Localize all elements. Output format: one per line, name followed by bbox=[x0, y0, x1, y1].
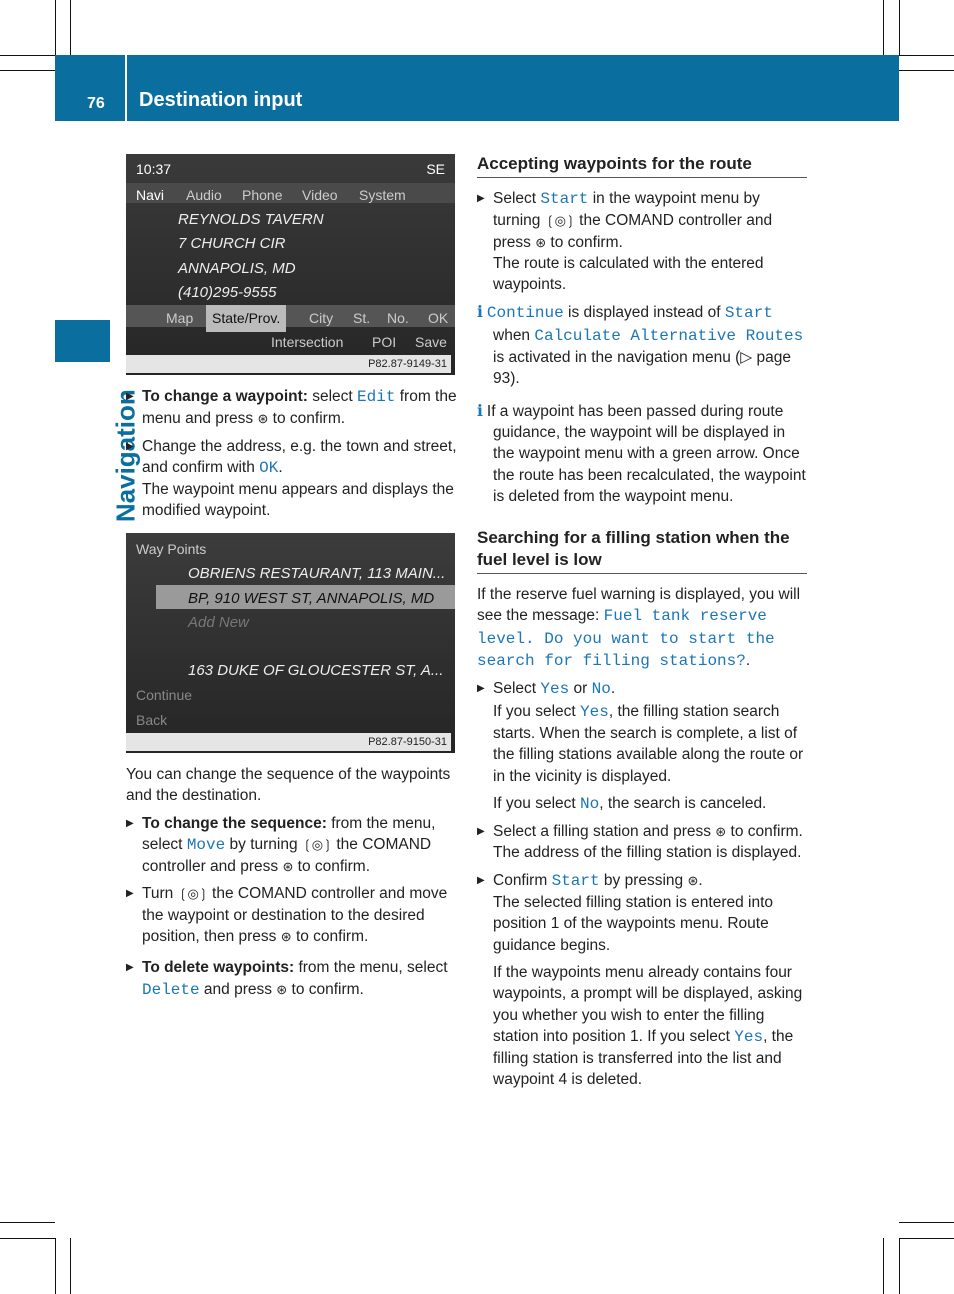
waypoint-add-new: Add New bbox=[188, 614, 249, 631]
instruction-delete-waypoints bbox=[126, 957, 458, 1001]
menu-item-continue: Continue bbox=[486, 304, 564, 323]
btn-poi: POI bbox=[372, 334, 397, 350]
section-label: Navigation bbox=[110, 389, 141, 523]
info-icon: i bbox=[477, 400, 483, 420]
result-text-yes bbox=[477, 701, 807, 787]
menu-item-delete: Delete bbox=[142, 980, 200, 999]
press-controller-icon: ⊛ bbox=[276, 981, 288, 997]
press-controller-icon: ⊛ bbox=[687, 872, 699, 888]
menu-item-yes: Yes bbox=[580, 702, 609, 721]
crop-mark bbox=[899, 70, 954, 71]
menu-item-yes: Yes bbox=[734, 1027, 764, 1046]
crop-mark bbox=[70, 0, 71, 55]
btn-number: No. bbox=[387, 310, 409, 326]
right-column bbox=[477, 153, 807, 1097]
waypoints-continue: Continue bbox=[136, 687, 193, 703]
address-bar bbox=[126, 305, 455, 327]
text: If a waypoint has been passed during route guidance, the waypoint will be displayed in the waypoint menu with a green arrow. Once the route has been recalculated, the waypoint is deleted from the waypoint menu. bbox=[486, 402, 806, 505]
fuel-warning-intro bbox=[477, 584, 807, 672]
destination-city: ANNAPOLIS, MD bbox=[178, 260, 296, 277]
page-number: 76 bbox=[87, 95, 105, 112]
menu-item-calc-alt-routes: Calculate Alternative Routes bbox=[534, 326, 804, 345]
crop-mark bbox=[55, 0, 56, 55]
text: Select a filling station and press bbox=[493, 823, 716, 841]
crop-mark bbox=[899, 1238, 954, 1239]
page-header bbox=[55, 55, 899, 121]
text: If the reserve fuel warning is displayed, you will see the message: bbox=[477, 586, 801, 625]
waypoint-1: OBRIENS RESTAURANT, 113 MAIN... bbox=[188, 565, 446, 582]
result-text: The route is calculated with the entered waypoints. bbox=[493, 254, 764, 294]
menu-system: System bbox=[359, 187, 406, 203]
press-controller-icon: ⊛ bbox=[282, 859, 294, 875]
text: Turn bbox=[142, 885, 178, 903]
text: to confirm. bbox=[546, 233, 623, 251]
section-tab bbox=[55, 320, 110, 362]
result-text: The selected filling station is entered into position 1 of the waypoints menu. Route guidance begins. bbox=[493, 894, 774, 954]
text: is displayed instead of bbox=[563, 304, 725, 322]
crop-mark bbox=[70, 1238, 71, 1294]
text: to confirm. bbox=[293, 858, 371, 876]
menu-navi: Navi bbox=[136, 187, 165, 203]
turn-controller-icon: ❲◎❳ bbox=[177, 886, 208, 902]
text: . bbox=[745, 652, 751, 670]
main-menu-bar bbox=[126, 183, 455, 203]
info-note-continue bbox=[477, 301, 807, 389]
waypoint-destination: 163 DUKE OF GLOUCESTER ST, A... bbox=[188, 662, 444, 679]
menu-item-start: Start bbox=[724, 304, 773, 323]
text: to confirm. bbox=[268, 410, 346, 428]
bold-label: To delete waypoints: bbox=[142, 959, 295, 977]
text: . bbox=[698, 871, 703, 889]
text: from the menu, select bbox=[142, 814, 436, 853]
btn-state: State/Prov. bbox=[206, 305, 286, 332]
press-controller-icon: ⊛ bbox=[715, 824, 727, 840]
text: If the waypoints menu already contains four waypoints, a prompt will be displayed, asking you whether you wish to enter the filling station into position 1. If you select bbox=[493, 963, 803, 1045]
heading-accepting-waypoints: Accepting waypoints for the route bbox=[477, 153, 807, 178]
crop-mark bbox=[0, 70, 55, 71]
text: the COMAND controller and move the waypoint or destination to the desired position, then press bbox=[142, 885, 448, 946]
text: by pressing bbox=[599, 871, 688, 889]
btn-street: St. bbox=[353, 310, 371, 326]
menu-item-yes: Yes bbox=[540, 680, 570, 699]
press-controller-icon: ⊛ bbox=[257, 411, 269, 427]
fuel-reserve-message: Fuel tank reserve level. Do you want to start the search for filling stations? bbox=[477, 607, 775, 671]
instruction-select-station bbox=[477, 821, 807, 842]
result-text-four-waypoints bbox=[477, 962, 807, 1091]
btn-ok: OK bbox=[428, 310, 449, 326]
menu-video: Video bbox=[302, 187, 338, 203]
text: to confirm. bbox=[287, 980, 364, 998]
text: , the search is canceled. bbox=[599, 794, 767, 812]
clock: 10:37 bbox=[136, 161, 172, 177]
crop-mark bbox=[883, 1238, 884, 1294]
result-text-no bbox=[477, 793, 807, 815]
text: , the filling station is transferred into the list and waypoint 4 is deleted. bbox=[493, 1027, 794, 1089]
text: to confirm. bbox=[726, 823, 803, 841]
heading-filling-station: Searching for a filling station when the fuel level is low bbox=[477, 527, 807, 574]
menu-item-move: Move bbox=[186, 835, 226, 854]
text: and press bbox=[199, 980, 277, 998]
text: . bbox=[278, 458, 283, 476]
crop-mark bbox=[899, 0, 900, 55]
text: Select bbox=[493, 680, 541, 698]
text: If you select bbox=[493, 702, 581, 720]
menu-phone: Phone bbox=[242, 187, 283, 203]
text: , the filling station search starts. When the search is complete, a list of the filling stations available along the route or in the vicinity is displayed. bbox=[493, 702, 804, 785]
text: Change the address, e.g. the town and street, and confirm with bbox=[142, 437, 457, 476]
info-icon: i bbox=[477, 302, 483, 322]
btn-save: Save bbox=[415, 334, 447, 350]
press-controller-icon: ⊛ bbox=[280, 929, 292, 945]
destination-street: 7 CHURCH CIR bbox=[178, 235, 286, 252]
text: or bbox=[569, 680, 592, 698]
crop-mark bbox=[899, 55, 954, 56]
figure-code: P82.87-9150-31 bbox=[126, 733, 451, 751]
crop-mark bbox=[0, 55, 55, 56]
waypoints-title: Way Points bbox=[136, 541, 207, 557]
sequence-intro: You can change the sequence of the waypoints and the destination. bbox=[126, 766, 451, 805]
instruction-confirm-start bbox=[477, 870, 807, 892]
text: select bbox=[307, 388, 358, 405]
menu-item-no: No bbox=[591, 680, 611, 699]
screenshot-destination-menu bbox=[126, 154, 455, 375]
turn-controller-icon: ❲◎❳ bbox=[301, 836, 333, 852]
crop-mark bbox=[0, 1222, 55, 1223]
text: by turning bbox=[225, 835, 302, 853]
text: the COMAND controller and press bbox=[142, 835, 432, 876]
text: when bbox=[493, 326, 535, 344]
text: Select bbox=[493, 190, 541, 207]
crop-mark bbox=[883, 0, 884, 55]
menu-item-edit: Edit bbox=[357, 388, 396, 406]
compass-label: SE bbox=[426, 161, 445, 177]
instruction-change-sequence bbox=[126, 813, 458, 878]
screenshot-waypoints bbox=[126, 533, 455, 753]
header-divider bbox=[125, 55, 127, 121]
bold-label: To change a waypoint: bbox=[142, 388, 308, 405]
result-text: The waypoint menu appears and displays the modified waypoint. bbox=[142, 481, 454, 520]
text: the COMAND controller and press bbox=[493, 212, 773, 251]
crop-mark bbox=[55, 1238, 56, 1294]
result-text: The address of the filling station is displayed. bbox=[493, 844, 802, 862]
text: from the menu and press bbox=[142, 388, 457, 428]
btn-intersection: Intersection bbox=[271, 334, 344, 350]
destination-name: REYNOLDS TAVERN bbox=[178, 211, 324, 228]
waypoint-2: BP, 910 WEST ST, ANNAPOLIS, MD bbox=[188, 590, 435, 607]
left-column-lower bbox=[126, 764, 458, 1007]
menu-audio: Audio bbox=[186, 187, 222, 203]
waypoints-back: Back bbox=[136, 712, 168, 728]
crop-mark bbox=[0, 1238, 55, 1239]
left-column-upper bbox=[126, 386, 458, 528]
instruction-select-start bbox=[477, 188, 807, 253]
instruction-select-yes-no bbox=[477, 678, 807, 700]
instruction-change-address bbox=[126, 436, 458, 480]
instruction-change-waypoint bbox=[126, 386, 458, 430]
menu-item-start: Start bbox=[540, 190, 589, 208]
destination-phone: (410)295-9555 bbox=[178, 284, 277, 301]
crop-mark bbox=[899, 1222, 954, 1223]
menu-item-ok: OK bbox=[259, 458, 279, 477]
press-controller-icon: ⊛ bbox=[535, 234, 547, 250]
text: If you select bbox=[493, 794, 581, 812]
btn-map: Map bbox=[166, 310, 194, 326]
bold-label: To change the sequence: bbox=[142, 814, 327, 832]
info-note-passed-waypoint bbox=[477, 400, 807, 507]
text: . bbox=[610, 680, 616, 698]
text: Confirm bbox=[493, 871, 552, 889]
turn-controller-icon: ❲◎❳ bbox=[544, 213, 575, 229]
menu-item-no: No bbox=[580, 794, 600, 813]
btn-city: City bbox=[309, 310, 334, 326]
page-title: Destination input bbox=[139, 89, 303, 111]
text: is activated in the navigation menu (▷ page 93). bbox=[493, 349, 791, 388]
figure-code: P82.87-9149-31 bbox=[126, 355, 451, 373]
instruction-turn-controller bbox=[126, 883, 458, 947]
text: to confirm. bbox=[291, 928, 369, 946]
menu-item-start: Start bbox=[551, 871, 600, 890]
text: in the waypoint menu by turning bbox=[493, 190, 760, 230]
crop-mark bbox=[899, 1238, 900, 1294]
text: from the menu, select bbox=[294, 959, 448, 977]
